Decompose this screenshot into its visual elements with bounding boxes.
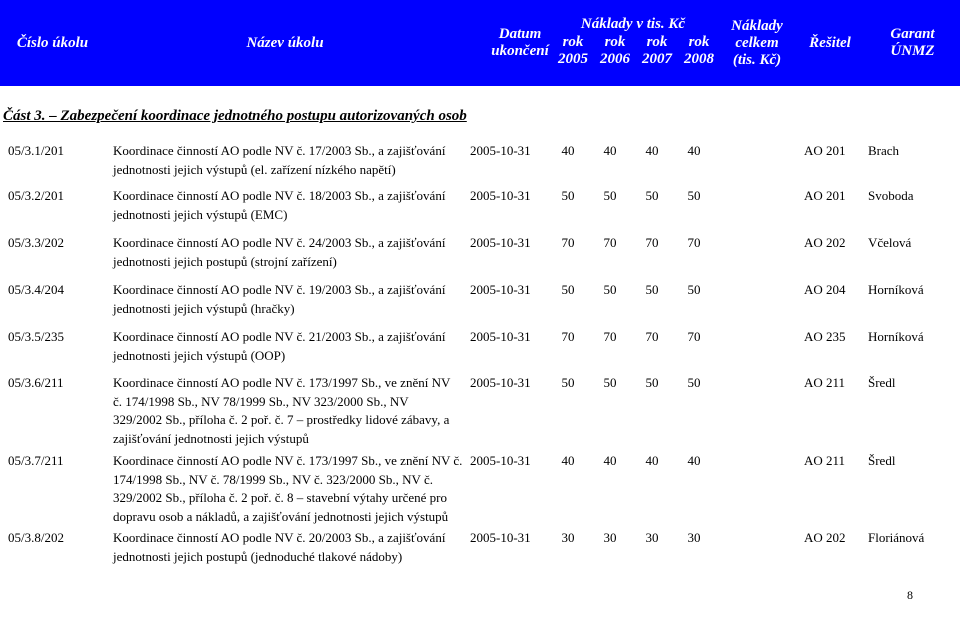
- row-8-rok-2005: 30: [561, 530, 575, 545]
- row-2-resitel: AO 201: [804, 188, 846, 203]
- row-4-garant: Horníková: [868, 282, 924, 297]
- page-number: 8: [907, 588, 913, 602]
- row-6-rok-2005: 50: [561, 375, 575, 390]
- row-7-nazev: Koordinace činností AO podle NV č. 173/1997 Sb., ve znění NV č. 174/1998 Sb., NV č. 78/1999 Sb., NV č. 323/2000 Sb., NV č. 329/2002 Sb., příloha č. 2 poř. č. 8 – stavební výtahy určené pro dopravu osob a nákladů, a zajišťování jednotnosti jejich výstupů: [113, 453, 463, 524]
- row-3-cislo: 05/3.3/202: [8, 235, 64, 250]
- header-resitel: Řešitel: [809, 34, 851, 51]
- row-5-rok-2007: 70: [645, 329, 659, 344]
- row-5-rok-2008: 70: [687, 329, 701, 344]
- row-8-resitel: AO 202: [804, 530, 846, 545]
- row-3-rok-2006: 70: [603, 235, 617, 250]
- row-5-garant: Horníková: [868, 329, 924, 344]
- row-5-nazev: Koordinace činností AO podle NV č. 21/2003 Sb., a zajišťování jednotnosti jejich výstupů (OOP): [113, 329, 446, 363]
- row-1-cislo: 05/3.1/201: [8, 143, 64, 158]
- row-1-rok-2005: 40: [561, 143, 575, 158]
- row-4-cislo: 05/3.4/204: [8, 282, 64, 297]
- row-8-datum: 2005-10-31: [470, 530, 531, 545]
- row-7-datum: 2005-10-31: [470, 453, 531, 468]
- row-3-datum: 2005-10-31: [470, 235, 531, 250]
- row-7-rok-2006: 40: [603, 453, 617, 468]
- table-header: [0, 0, 960, 86]
- row-6-rok-2008: 50: [687, 375, 701, 390]
- row-7-rok-2008: 40: [687, 453, 701, 468]
- row-2-datum: 2005-10-31: [470, 188, 531, 203]
- row-2-rok-2006: 50: [603, 188, 617, 203]
- row-1-nazev: Koordinace činností AO podle NV č. 17/2003 Sb., a zajišťování jednotnosti jejich výstupů (el. zařízení nízkého napětí): [113, 143, 446, 177]
- row-1-resitel: AO 201: [804, 143, 846, 158]
- row-3-rok-2007: 70: [645, 235, 659, 250]
- row-2-rok-2005: 50: [561, 188, 575, 203]
- row-8-nazev: Koordinace činností AO podle NV č. 20/2003 Sb., a zajišťování jednotnosti jejich postupů (jednoduché tlakové nádoby): [113, 530, 446, 564]
- row-5-rok-2006: 70: [603, 329, 617, 344]
- row-6-rok-2007: 50: [645, 375, 659, 390]
- row-1-garant: Brach: [868, 143, 900, 158]
- row-4-rok-2005: 50: [561, 282, 575, 297]
- row-1-datum: 2005-10-31: [470, 143, 531, 158]
- row-7-rok-2007: 40: [645, 453, 659, 468]
- header-datum-ukonceni: Datum ukončení: [491, 26, 549, 59]
- row-6-resitel: AO 211: [804, 375, 846, 390]
- row-7-garant: Šredl: [868, 453, 896, 468]
- row-5-datum: 2005-10-31: [470, 329, 531, 344]
- header-rok-2008: rok 2008: [684, 34, 714, 67]
- row-8-rok-2007: 30: [645, 530, 659, 545]
- row-5-resitel: AO 235: [804, 329, 846, 344]
- row-6-nazev: Koordinace činností AO podle NV č. 173/1997 Sb., ve znění NV č. 174/1998 Sb., NV 78/1999 Sb., NV 323/2000 Sb., NV 329/2002 Sb., příloha č. 2 poř. č. 7 – prostředky lidové zábavy, a zajišťování jednotnosti jejich výstupů: [113, 375, 451, 446]
- row-7-rok-2005: 40: [561, 453, 575, 468]
- section-title: Část 3. – Zabezpečení koordinace jednotného postupu autorizovaných osob: [3, 108, 467, 124]
- row-6-garant: Šredl: [868, 375, 896, 390]
- row-6-datum: 2005-10-31: [470, 375, 531, 390]
- row-8-rok-2008: 30: [687, 530, 701, 545]
- row-4-resitel: AO 204: [804, 282, 846, 297]
- row-7-cislo: 05/3.7/211: [8, 453, 64, 468]
- row-1-rok-2006: 40: [603, 143, 617, 158]
- row-5-rok-2005: 70: [561, 329, 575, 344]
- row-2-rok-2007: 50: [645, 188, 659, 203]
- header-naklady-celkem: Náklady celkem (tis. Kč): [731, 17, 783, 68]
- header-rok-2007: rok 2007: [642, 34, 672, 67]
- header-nazev-ukolu: Název úkolu: [246, 34, 324, 51]
- header-rok-2006: rok 2006: [600, 34, 630, 67]
- row-6-rok-2006: 50: [603, 375, 617, 390]
- row-4-rok-2007: 50: [645, 282, 659, 297]
- row-3-rok-2008: 70: [687, 235, 701, 250]
- row-4-rok-2008: 50: [687, 282, 701, 297]
- row-1-rok-2008: 40: [687, 143, 701, 158]
- row-2-rok-2008: 50: [687, 188, 701, 203]
- row-6-cislo: 05/3.6/211: [8, 375, 64, 390]
- row-5-cislo: 05/3.5/235: [8, 329, 64, 344]
- row-4-rok-2006: 50: [603, 282, 617, 297]
- row-8-rok-2006: 30: [603, 530, 617, 545]
- row-4-datum: 2005-10-31: [470, 282, 531, 297]
- row-4-nazev: Koordinace činností AO podle NV č. 19/2003 Sb., a zajišťování jednotnosti jejich výstupů (hračky): [113, 282, 446, 316]
- header-naklady-group: Náklady v tis. Kč: [580, 15, 686, 32]
- header-cislo-ukolu: Číslo úkolu: [16, 34, 89, 51]
- row-3-garant: Včelová: [868, 235, 912, 250]
- row-2-nazev: Koordinace činností AO podle NV č. 18/2003 Sb., a zajišťování jednotnosti jejich výstupů (EMC): [113, 188, 446, 222]
- row-3-resitel: AO 202: [804, 235, 846, 250]
- row-8-garant: Floriánová: [868, 530, 925, 545]
- row-2-cislo: 05/3.2/201: [8, 188, 64, 203]
- header-garant-unmz: Garant ÚNMZ: [890, 26, 935, 59]
- row-7-resitel: AO 211: [804, 453, 846, 468]
- row-3-rok-2005: 70: [561, 235, 575, 250]
- row-1-rok-2007: 40: [645, 143, 659, 158]
- row-2-garant: Svoboda: [868, 188, 914, 203]
- row-3-nazev: Koordinace činností AO podle NV č. 24/2003 Sb., a zajišťování jednotnosti jejich postupů (strojní zařízení): [113, 235, 446, 269]
- row-8-cislo: 05/3.8/202: [8, 530, 64, 545]
- header-rok-2005: rok 2005: [558, 34, 588, 67]
